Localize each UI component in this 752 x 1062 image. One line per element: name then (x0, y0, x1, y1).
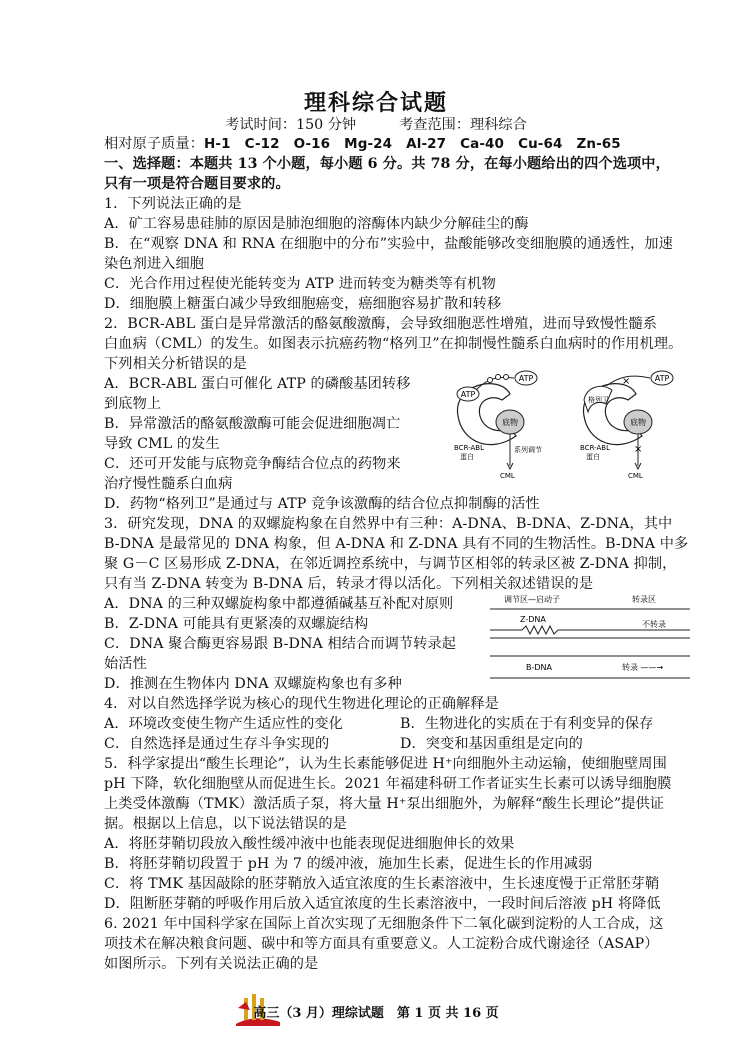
q3-stem-3: 聚 G－C 区易形成 Z-DNA，在邻近调控系统中，与调节区相邻的转录区被 Z-DNA 抑制， (104, 556, 677, 572)
atomic-mass-item: H-1 (204, 136, 231, 152)
cml-label: CML (628, 472, 643, 480)
zdna-label: Z-DNA (520, 615, 546, 624)
q4-option-a: A．环境改变使生物产生适应性的变化 (104, 716, 343, 732)
q3-stem-4: 只有当 Z-DNA 转变为 B-DNA 后，转录才得以活化。下列相关叙述错误的是 (104, 576, 594, 592)
atp-label: ATP (460, 390, 476, 399)
q5-stem: 5．科学家提出“酸生长理论”，认为生长素能够促进 H⁺向细胞外主动运输，使细胞壁周围 (104, 756, 667, 772)
q1-option-b-cont: 染色剂进入细胞 (104, 256, 205, 272)
normal-panel (454, 371, 542, 480)
q2-option-b: B．异常激活的酪氨酸激酶可能会促进细胞凋亡 (104, 416, 401, 432)
block-mark-icon: × (622, 376, 631, 387)
q5-stem-4: 据。根据以上信息，以下说法错误的是 (104, 816, 347, 832)
atomic-mass-item: Zn-65 (576, 136, 621, 152)
region-label-regulatory: 调节区—启动子 (504, 595, 560, 604)
section-heading-cont: 只有一项是符合题目要求的。 (104, 176, 290, 192)
page-title: 理科综合试题 (303, 90, 448, 116)
substrate-label: 底物 (502, 418, 518, 427)
q3-stem: 3．研究发现，DNA 的双螺旋构象在自然界中有三种：A-DNA、B-DNA、Z-DNA，其中 (104, 516, 673, 532)
section-heading: 一、选择题：本题共 13 个小题，每小题 6 分。共 78 分，在每小题给出的四个选项中， (104, 156, 670, 172)
q4-options-cd (104, 734, 583, 754)
q2-option-c: C．还可开发能与底物竞争酶结合位点的药物来 (104, 456, 401, 472)
atomic-mass-item: Ca-40 (460, 136, 505, 152)
protein-label-2: 蛋白 (460, 453, 474, 461)
page-footer: 高三（3 月）理综试题 第 1 页 共 16 页 (253, 1006, 499, 1021)
q2-stem: 2．BCR-ABL 蛋白是异常激活的酪氨酸激酶，会导致细胞恶性增殖，进而导致慢性髓系 (104, 316, 658, 332)
q5-stem-3: 上类受体激酶（TMK）激活质子泵，将大量 H⁺泵出细胞外，为解释“酸生长理论”提供证 (104, 796, 665, 812)
exam-info (0, 114, 752, 134)
atp-label: ATP (654, 374, 670, 383)
atomic-mass-label: 相对原子质量： (104, 136, 205, 152)
q2-option-d: D．药物“格列卫”是通过与 ATP 竞争该激酶的结合位点抑制酶的活性 (104, 496, 540, 512)
substrate-label: 底物 (630, 418, 646, 427)
atomic-mass-item: Mg-24 (344, 136, 393, 152)
protein-label-2: 蛋白 (586, 453, 600, 461)
q3-option-c: C．DNA 聚合酶更容易跟 B-DNA 相结合而调节转录起 (104, 636, 457, 652)
q4-option-d: D．突变和基因重组是定向的 (400, 736, 583, 752)
no-transcription-label: 不转录 (642, 620, 666, 629)
q1-option-c: C．光合作用过程使光能转变为 ATP 进而转变为糖类等有机物 (104, 276, 496, 292)
transcription-label: 转录 ——→ (622, 663, 664, 672)
q4-option-c: C．自然选择是通过生存斗争实现的 (104, 736, 330, 752)
q2-mechanism-figure (440, 364, 684, 484)
exam-time: 考试时间：150 分钟 (225, 117, 357, 133)
q2-option-c-cont: 治疗慢性髓系白血病 (104, 476, 233, 492)
bdna-label: B-DNA (526, 663, 552, 672)
drug-label: 格列卫 (588, 396, 609, 404)
q5-option-c: C．将 TMK 基因敲除的胚芽鞘放入适宜浓度的生长素溶液中，生长速度慢于正常胚芽鞘 (104, 876, 660, 892)
region-label-transcription: 转录区 (632, 595, 656, 604)
q3-option-a: A．DNA 的三种双螺旋构象中都遵循碱基互补配对原则 (104, 596, 454, 612)
q2-option-a-cont: 到底物上 (104, 396, 162, 412)
q4-option-b: B．生物进化的实质在于有利变异的保存 (400, 716, 654, 732)
q1-option-b: B．在“观察 DNA 和 RNA 在细胞中的分布”实验中，盐酸能够改变细胞膜的通透性，加速 (104, 236, 673, 252)
q1-stem: 1．下列说法正确的是 (104, 196, 242, 212)
q3-option-d: D．推测在生物体内 DNA 双螺旋构象也有多种 (104, 676, 402, 692)
q3-stem-2: B-DNA 是最常见的 DNA 构象，但 A-DNA 和 Z-DNA 具有不同的生物活性。B-DNA 中多 (104, 536, 689, 552)
protein-label: BCR-ABL (580, 444, 611, 452)
atomic-mass-item: C-12 (244, 136, 280, 152)
q5-option-a: A．将胚芽鞘切段放入酸性缓冲液中也能表现促进细胞伸长的效果 (104, 836, 515, 852)
drug-panel (580, 371, 673, 480)
cml-label: CML (500, 472, 515, 480)
q2-option-b-cont: 导致 CML 的发生 (104, 436, 220, 452)
exam-scope: 考查范围：理科综合 (399, 117, 527, 133)
block-mark-icon: × (634, 444, 643, 455)
q3-option-b: B．Z-DNA 可能具有更紧凑的双螺旋结构 (104, 616, 369, 632)
atp-out-label: ATP (518, 374, 534, 383)
atomic-mass-item: Al-27 (406, 136, 447, 152)
q5-option-d: D．阻断胚芽鞘的呼吸作用后放入适宜浓度的生长素溶液中，一段时间后溶液 pH 将降低 (104, 896, 661, 912)
atomic-mass-item: O-16 (293, 136, 331, 152)
atomic-mass-line (104, 134, 635, 154)
q6-stem-3: 如图所示。下列有关说法正确的是 (104, 956, 319, 972)
q6-stem: 6. 2021 年中国科学家在国际上首次实现了无细胞条件下二氧化碳到淀粉的人工合成，这 (104, 916, 664, 932)
q1-option-d: D．细胞膜上糖蛋白减少导致细胞癌变，癌细胞容易扩散和转移 (104, 296, 502, 312)
phosphate-dot (504, 375, 509, 380)
phosphate-dot (488, 378, 493, 383)
q2-stem-2: 白血病（CML）的发生。如图表示抗癌药物“格列卫”在抑制慢性髓系白血病时的作用机理。 (104, 336, 683, 352)
q4-stem: 4．对以自然选择学说为核心的现代生物进化理论的正确解释是 (104, 696, 499, 712)
q2-stem-3: 下列相关分析错误的是 (104, 356, 247, 372)
q1-option-a: A．矿工容易患硅肺的原因是肺泡细胞的溶酶体内缺少分解硅尘的酶 (104, 216, 529, 232)
cascade-label: 系列调节 (514, 446, 542, 454)
q5-option-b: B．将胚芽鞘切段置于 pH 为 7 的缓冲液，施加生长素，促进生长的作用减弱 (104, 856, 593, 872)
q5-stem-2: pH 下降，软化细胞壁从而促进生长。2021 年福建科研工作者证实生长素可以诱导细胞膜 (104, 776, 672, 792)
atomic-mass-item: Cu-64 (518, 136, 563, 152)
q3-option-c-cont: 始活性 (104, 656, 147, 672)
protein-label: BCR-ABL (454, 444, 485, 452)
phosphate-dot (496, 375, 501, 380)
q3-dna-figure (486, 590, 694, 682)
q4-options-ab (104, 714, 653, 734)
q2-option-a: A．BCR-ABL 蛋白可催化 ATP 的磷酸基团转移 (104, 376, 411, 392)
q6-stem-2: 项技术在解决粮食问题、碳中和等方面具有重要意义。人工淀粉合成代谢途径（ASAP） (104, 936, 659, 952)
